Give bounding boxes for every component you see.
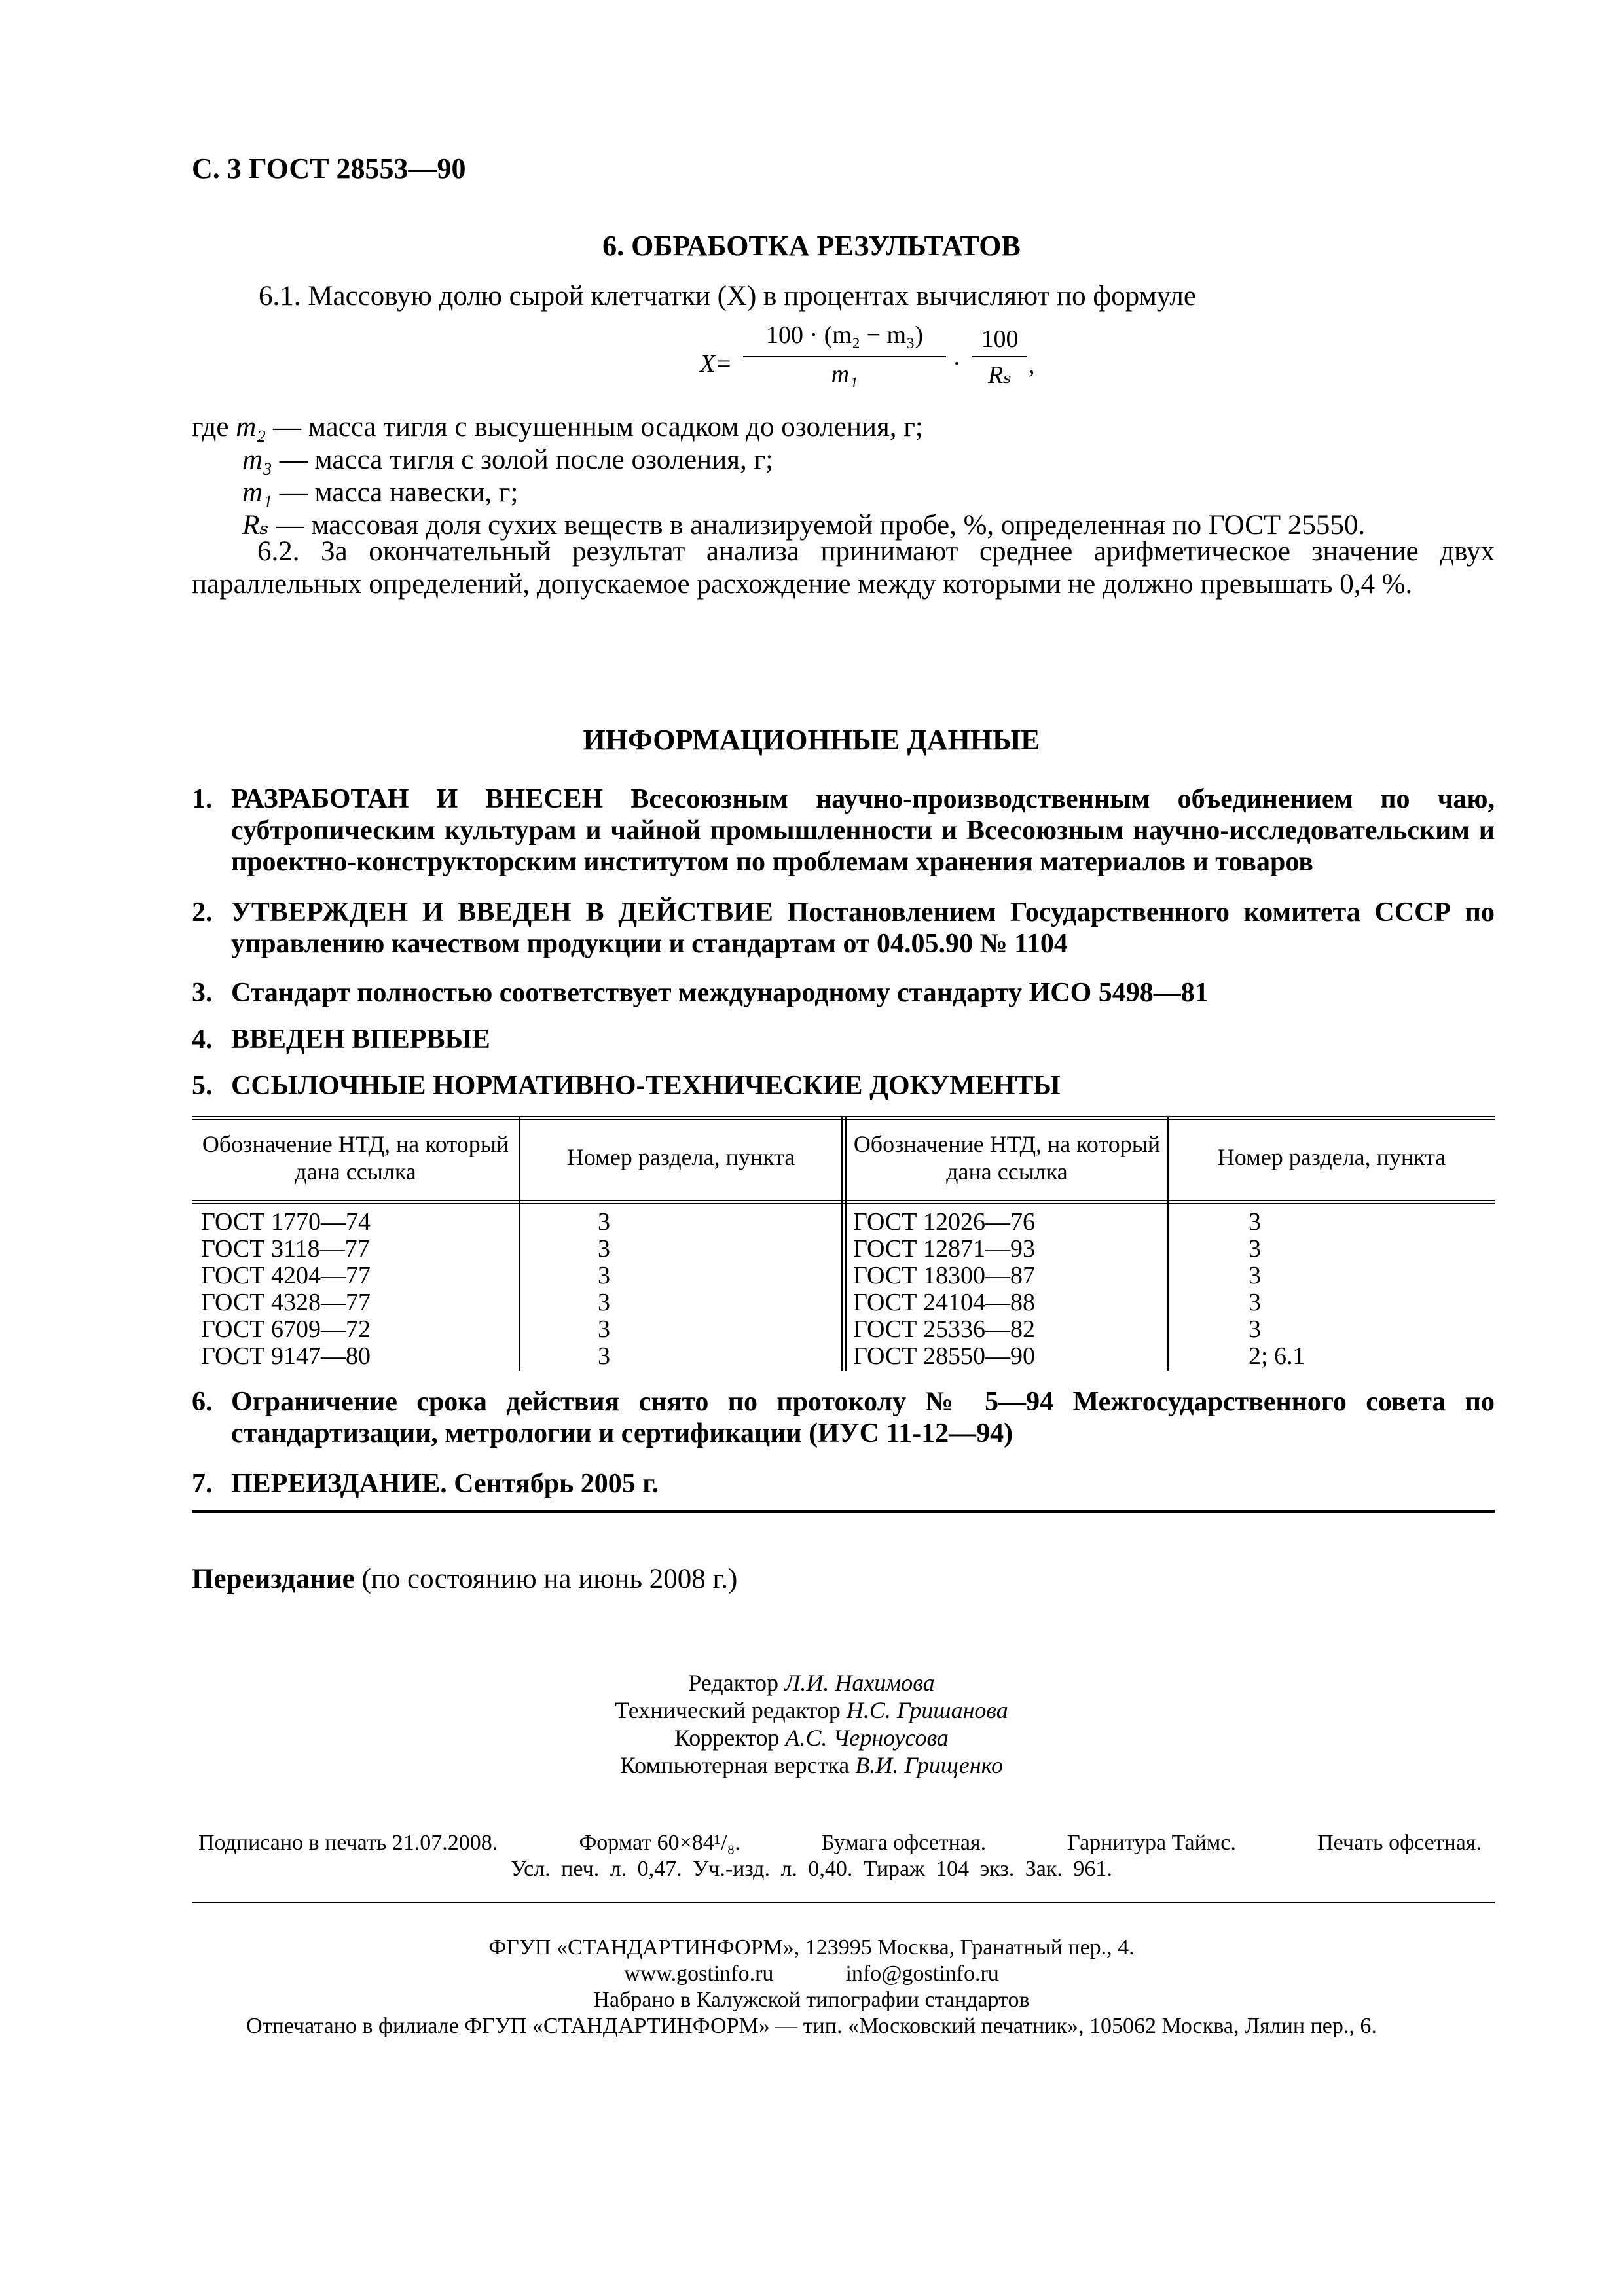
reissue-date: (по состоянию на июнь 2008 г.) xyxy=(354,1564,738,1594)
table-cell: 3 xyxy=(1249,1316,1261,1343)
table-cell: 3 xyxy=(1249,1235,1261,1263)
table-column-left-sections xyxy=(598,1209,610,1370)
item-number: 4. xyxy=(192,1024,213,1054)
info-title: ИНФОРМАЦИОННЫЕ ДАННЫЕ xyxy=(583,724,1040,756)
formula-numerator: 100 · (m₂ − m₃) xyxy=(765,321,923,349)
print-paper: Бумага офсетная. xyxy=(822,1831,987,1855)
info-item-1 xyxy=(192,783,1495,878)
info-item-3 xyxy=(192,977,1495,1009)
formula-fraction-bar-2 xyxy=(972,356,1027,357)
print-typeface: Гарнитура Таймс. xyxy=(1067,1831,1236,1855)
staff-name: Н.С. Гришанова xyxy=(846,1697,1008,1723)
table-cell: ГОСТ 25336—82 xyxy=(853,1316,1035,1343)
formula-denominator: m₁ xyxy=(831,361,858,388)
formula-denominator-2: Rₛ xyxy=(987,361,1012,389)
table-cell: 3 xyxy=(598,1208,610,1236)
staff-name: В.И. Грищенко xyxy=(855,1752,1004,1778)
table-header: Обозначение НТД, на который дана ссылка xyxy=(853,1131,1161,1185)
reissue-note xyxy=(192,1563,737,1595)
table-rule-header-2 xyxy=(192,1203,1495,1204)
item-number: 3. xyxy=(192,978,213,1008)
publisher-contacts xyxy=(0,1961,1623,1987)
item-number: 7. xyxy=(192,1469,213,1499)
table-cell: ГОСТ 12026—76 xyxy=(853,1208,1035,1236)
paragraph-6-1: 6.1. Массовую долю сырой клетчатки (X) в процентах вычисляют по формуле xyxy=(259,281,1196,312)
table-cell: 3 xyxy=(598,1289,610,1316)
item-text: РАЗРАБОТАН И ВНЕСЕН Всесоюзным научно-производственным объединением по чаю, субтропическим культурам и чайной промышленности и Всесоюзным научно-исследовательским и проектно-конструкторским институтом по проблемам хранения материалов и товаров xyxy=(231,784,1495,877)
paragraph-6-2-text: 6.2. За окончательный результат анализа принимают среднее арифметическое значение двух параллельных определений, допускаемое расхождение между которыми не должно превышать 0,4 %. xyxy=(192,536,1495,600)
staff-role: Компьютерная верстка xyxy=(619,1752,856,1778)
table-divider xyxy=(841,1116,843,1371)
table-cell: 3 xyxy=(1249,1262,1261,1289)
print-info-line-2: Усл. печ. л. 0,47. Уч.-изд. л. 0,40. Тираж 104 экз. Зак. 961. xyxy=(511,1857,1112,1881)
staff-layout xyxy=(0,1751,1623,1779)
table-column-right-docs xyxy=(853,1209,1035,1370)
formula-numerator-2: 100 xyxy=(981,325,1019,353)
definition-text: — массовая доля сухих веществ в анализируемой пробе, %, определенная по ГОСТ 25550. xyxy=(268,510,1366,541)
typeset-note: Набрано в Калужской типографии стандартов xyxy=(593,1988,1030,2012)
table-cell: ГОСТ 4204—77 xyxy=(201,1262,371,1289)
staff-editor xyxy=(0,1669,1623,1696)
table-cell: ГОСТ 28550—90 xyxy=(853,1342,1035,1370)
table-cell: ГОСТ 18300—87 xyxy=(853,1262,1035,1289)
table-cell: ГОСТ 6709—72 xyxy=(201,1316,371,1343)
item-text: Стандарт полностью соответствует международному стандарту ИСО 5498—81 xyxy=(231,978,1209,1008)
print-method: Печать офсетная. xyxy=(1317,1831,1482,1855)
item-number: 6. xyxy=(192,1387,213,1417)
print-format: Формат 60×84¹/₈. xyxy=(579,1831,740,1855)
reissue-label: Переиздание xyxy=(192,1564,355,1594)
item-number: 2. xyxy=(192,897,213,927)
item-number: 5. xyxy=(192,1071,213,1101)
table-cell: ГОСТ 4328—77 xyxy=(201,1289,371,1316)
table-header: Номер раздела, пункта xyxy=(1217,1144,1446,1170)
table-cell: ГОСТ 24104—88 xyxy=(853,1289,1035,1316)
staff-role: Технический редактор xyxy=(615,1697,847,1723)
info-item-7 xyxy=(192,1468,1495,1499)
table-cell: 2; 6.1 xyxy=(1249,1342,1305,1370)
definition-text: — масса навески, г; xyxy=(272,477,519,508)
printed-note: Отпечатано в филиале ФГУП «СТАНДАРТИНФОРМ» — тип. «Московский печатник», 105062 Москва, Лялин пер., 6. xyxy=(246,2014,1377,2038)
website-link[interactable]: www.gostinfo.ru xyxy=(624,1962,774,1986)
definition-symbol: m₁ xyxy=(242,477,273,508)
definition-m2 xyxy=(192,411,923,444)
item-text: ВВЕДЕН ВПЕРВЫЕ xyxy=(231,1024,490,1054)
table-cell: ГОСТ 1770—74 xyxy=(201,1208,371,1236)
table-header: Обозначение НТД, на который дана ссылка xyxy=(202,1131,509,1185)
print-info-line-1 xyxy=(198,1831,1482,1856)
staff-name: Л.И. Нахимова xyxy=(784,1670,935,1696)
table-cell: 3 xyxy=(598,1316,610,1343)
formula-lhs: X xyxy=(700,350,716,378)
definition-m1 xyxy=(242,476,518,509)
page-header: С. 3 ГОСТ 28553—90 xyxy=(192,152,466,185)
formula-fraction-bar xyxy=(743,356,946,357)
table-cell: ГОСТ 12871—93 xyxy=(853,1235,1035,1263)
staff-role: Редактор xyxy=(688,1670,784,1696)
table-cell: ГОСТ 3118—77 xyxy=(201,1235,370,1263)
staff-proofreader xyxy=(0,1724,1623,1751)
formula xyxy=(691,321,1057,412)
item-text: УТВЕРЖДЕН И ВВЕДЕН В ДЕЙСТВИЕ Постановлением Государственного комитета СССР по управлению качеством продукции и стандартам от 04.05.90 № 1104 xyxy=(231,897,1495,959)
where-prefix: где xyxy=(192,412,229,442)
definition-m3 xyxy=(242,444,773,476)
table-column-right-sections xyxy=(1249,1209,1305,1370)
item-text: ССЫЛОЧНЫЕ НОРМАТИВНО-ТЕХНИЧЕСКИЕ ДОКУМЕНТЫ xyxy=(231,1071,1061,1101)
print-signed: Подписано в печать 21.07.2008. xyxy=(198,1831,498,1855)
table-cell: 3 xyxy=(598,1262,610,1289)
email-link[interactable]: info@gostinfo.ru xyxy=(845,1962,999,1986)
info-item-2 xyxy=(192,897,1495,960)
table-cell: 3 xyxy=(1249,1208,1261,1236)
table-cell: 3 xyxy=(598,1235,610,1263)
staff-role: Корректор xyxy=(674,1725,786,1751)
formula-comma: , xyxy=(1029,351,1035,379)
staff-name: А.С. Черноусова xyxy=(785,1725,949,1751)
references-table xyxy=(192,1116,1495,1378)
info-item-4 xyxy=(192,1024,1495,1055)
definition-symbol: m₃ xyxy=(242,444,273,475)
paragraph-6-2 xyxy=(192,535,1495,601)
definition-text: — масса тигля с золой после озоления, г; xyxy=(272,444,774,475)
table-rule-top-2 xyxy=(192,1119,1495,1120)
table-rule-header xyxy=(192,1200,1495,1201)
table-cell: 3 xyxy=(1249,1289,1261,1316)
table-column-left-docs xyxy=(201,1209,371,1370)
item-text: Ограничение срока действия снято по протоколу № 5—94 Межгосударственного совета по стандартизации, метрологии и сертификации (ИУС 11-12—94) xyxy=(231,1387,1495,1448)
formula-equals: = xyxy=(717,350,731,378)
section-title: 6. ОБРАБОТКА РЕЗУЛЬТАТОВ xyxy=(602,230,1021,262)
formula-multiply: · xyxy=(953,350,961,378)
definition-text: — масса тигля с высушенным осадком до озоления, г; xyxy=(266,412,923,442)
definition-symbol: Rₛ xyxy=(242,510,269,541)
info-item-6 xyxy=(192,1386,1495,1449)
definition-symbol: m₂ xyxy=(236,412,266,442)
table-cell: 3 xyxy=(598,1342,610,1370)
table-header: Номер раздела, пункта xyxy=(566,1144,795,1170)
publisher-address: ФГУП «СТАНДАРТИНФОРМ», 123995 Москва, Гранатный пер., 4. xyxy=(488,1935,1135,1960)
info-item-5 xyxy=(192,1070,1495,1102)
table-rule-top xyxy=(192,1116,1495,1117)
section-divider xyxy=(192,1510,1495,1513)
item-number: 1. xyxy=(192,784,213,814)
staff-tech-editor xyxy=(0,1696,1623,1724)
footer-divider xyxy=(192,1902,1495,1903)
item-text: ПЕРЕИЗДАНИЕ. Сентябрь 2005 г. xyxy=(231,1469,659,1499)
table-cell: ГОСТ 9147—80 xyxy=(201,1342,371,1370)
